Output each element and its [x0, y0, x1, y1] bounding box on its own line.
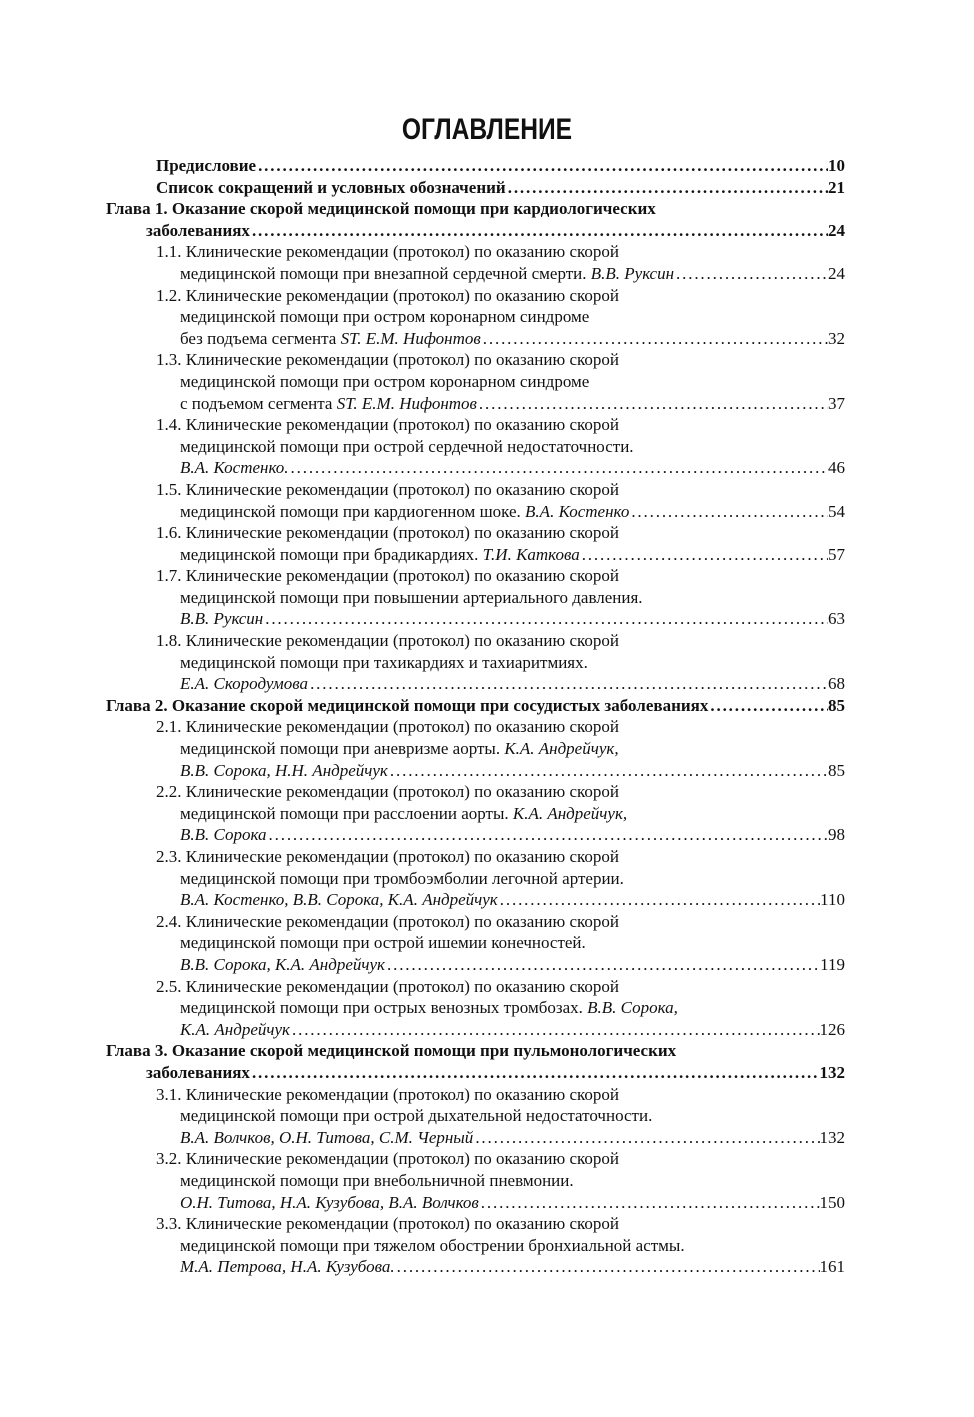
toc-line-text: 2.1. Клинические рекомендации (протокол) по оказанию скорой — [156, 717, 619, 737]
toc-line — [0, 306, 974, 328]
toc-line — [0, 803, 974, 825]
toc-entry[interactable] — [0, 911, 974, 976]
toc-line-text: 1.4. Клинические рекомендации (протокол) по оказанию скорой — [156, 415, 619, 435]
toc-leader-dots — [250, 220, 828, 242]
toc-entry-title: медицинской помощи при брадикардиях. — [180, 544, 483, 564]
toc-line-text: медицинской помощи при острой дыхательной недостаточности. — [180, 1106, 653, 1126]
toc-line-text: медицинской помощи при острой ишемии конечностей. — [180, 933, 586, 953]
toc-entry-title: Глава 2. Оказание скорой медицинской помощи при сосудистых заболеваниях — [106, 695, 709, 715]
toc-line — [0, 587, 974, 609]
toc-author: В.А. Костенко, В.В. Сорока, К.А. Андрейчук — [180, 890, 498, 910]
toc-line — [0, 781, 974, 803]
toc-line-text: медицинской помощи при острых венозных тромбозах. — [180, 998, 588, 1018]
toc-author: ST. Е.М. Нифонтов — [340, 328, 481, 348]
toc-line-text: медицинской помощи при тромбоэмболии легочной артерии. — [180, 868, 624, 888]
toc-author: В.В. Сорока, Н.Н. Андрейчук — [180, 760, 388, 780]
toc-line-text: 1.7. Клинические рекомендации (протокол) по оказанию скорой — [156, 566, 619, 586]
toc-entry-title: заболеваниях — [146, 1062, 250, 1082]
toc-page-number: 126 — [819, 1019, 845, 1039]
toc-entry-text — [180, 889, 498, 911]
toc-last-line — [0, 155, 845, 177]
toc-entry-text — [180, 328, 481, 350]
toc-last-line — [0, 544, 845, 566]
toc-leader-dots — [498, 889, 820, 911]
toc-author: М.А. Петрова, Н.А. Кузубова. — [180, 1257, 395, 1277]
toc-leader-dots — [308, 673, 828, 695]
toc-leader-dots — [479, 1192, 820, 1214]
toc-author: Е.А. Скородумова — [180, 674, 309, 694]
toc-line-text: медицинской помощи при аневризме аорты. — [180, 739, 505, 759]
toc-line — [0, 285, 974, 307]
toc-page-number: 10 — [828, 156, 845, 175]
toc-author: О.Н. Титова, Н.А. Кузубова, В.А. Волчков — [180, 1192, 479, 1212]
toc-line — [0, 868, 974, 890]
toc-line — [0, 371, 974, 393]
toc-last-line — [0, 1127, 845, 1149]
toc-last-line — [0, 263, 845, 285]
toc-line — [0, 738, 974, 760]
toc-line — [0, 349, 974, 371]
toc-author: В.А. Костенко. — [180, 458, 289, 478]
toc-entry-text — [180, 544, 580, 566]
toc-line — [0, 241, 974, 263]
toc-last-line — [0, 695, 845, 717]
toc-leader-dots — [506, 177, 828, 199]
toc-line-text: медицинской помощи при остром коронарном синдроме — [180, 371, 590, 391]
toc-entry-text — [180, 1256, 395, 1278]
toc-page-number: 161 — [819, 1257, 845, 1277]
toc-entry-title: медицинской помощи при внезапной сердечной смерти. — [180, 263, 591, 283]
toc-entry-text — [180, 608, 263, 630]
toc-author: В.В. Сорока, — [587, 998, 678, 1018]
toc-line — [0, 1170, 974, 1192]
toc-entry-text — [180, 1019, 290, 1041]
toc-line — [0, 1213, 974, 1235]
toc-page-number: 21 — [828, 177, 845, 197]
toc-page-number: 24 — [828, 220, 845, 240]
toc-last-line — [0, 760, 845, 782]
toc-author: В.А. Костенко — [525, 501, 630, 521]
toc-entry[interactable] — [0, 695, 974, 717]
toc-entry[interactable] — [0, 285, 974, 350]
toc-entry[interactable] — [0, 716, 974, 781]
toc-last-line — [0, 673, 845, 695]
toc-entry[interactable] — [0, 479, 974, 522]
toc-entry-text — [180, 457, 289, 479]
toc-author: ST. Е.М. Нифонтов — [336, 393, 477, 413]
toc-entry-title: Список сокращений и условных обозначений — [156, 177, 506, 197]
toc-line-text: 1.5. Клинические рекомендации (протокол) по оказанию скорой — [156, 479, 619, 499]
toc-line-text: медицинской помощи при тахикардиях и тахиаритмиях. — [180, 652, 588, 672]
toc-last-line — [0, 824, 845, 846]
toc-page-number: 85 — [828, 760, 845, 780]
toc-entry[interactable] — [0, 522, 974, 565]
toc-entry[interactable] — [0, 349, 974, 414]
toc-line-text: 1.1. Клинические рекомендации (протокол) по оказанию скорой — [156, 242, 619, 262]
toc-line-text: 2.5. Клинические рекомендации (протокол) по оказанию скорой — [156, 976, 619, 996]
toc-leader-dots — [250, 1062, 820, 1084]
toc-entry[interactable] — [0, 414, 974, 479]
toc-last-line — [0, 177, 845, 199]
toc-line-text: медицинской помощи при повышении артериального давления. — [180, 587, 643, 607]
toc-leader-dots — [263, 608, 828, 630]
toc-line — [0, 1040, 974, 1062]
toc-leader-dots — [580, 544, 828, 566]
toc-author: В.А. Волчков, О.Н. Титова, С.М. Черный — [180, 1127, 474, 1147]
toc-line-text: 1.3. Клинические рекомендации (протокол) по оказанию скорой — [156, 350, 619, 370]
toc-leader-dots — [629, 501, 828, 523]
toc-entry[interactable] — [0, 1148, 974, 1213]
toc-line-text: 1.2. Клинические рекомендации (протокол) по оказанию скорой — [156, 285, 619, 305]
toc-author: В.В. Сорока, К.А. Андрейчук — [180, 954, 385, 974]
toc-last-line — [0, 328, 845, 350]
toc-last-line — [0, 1019, 845, 1041]
toc-line — [0, 1148, 974, 1170]
toc-last-line — [0, 954, 845, 976]
toc-page-number: 57 — [828, 544, 845, 564]
toc-leader-dots — [256, 155, 828, 177]
toc-last-line — [0, 1062, 845, 1084]
toc-line — [0, 846, 974, 868]
toc-page-number: 110 — [820, 890, 845, 910]
toc-entry[interactable] — [0, 630, 974, 695]
toc-line — [0, 436, 974, 458]
toc-last-line — [0, 501, 845, 523]
toc-last-line — [0, 1256, 845, 1278]
toc-leader-dots — [267, 824, 828, 846]
toc-author: В.В. Руксин — [180, 609, 264, 629]
toc-entry[interactable] — [0, 155, 974, 177]
toc-entry-text — [180, 501, 629, 523]
toc-last-line — [0, 889, 845, 911]
toc-leader-dots — [481, 328, 828, 350]
toc-entry[interactable] — [0, 846, 974, 911]
toc-entry-text — [146, 220, 250, 242]
toc-last-line — [0, 457, 845, 479]
toc-entry-text — [180, 1127, 473, 1149]
toc-page-number: 32 — [828, 328, 845, 348]
toc-line-text: 3.2. Клинические рекомендации (протокол) по оказанию скорой — [156, 1149, 619, 1169]
toc-author: К.А. Андрейчук, — [512, 803, 628, 823]
toc-line — [0, 997, 974, 1019]
toc-entry[interactable] — [0, 1084, 974, 1149]
toc-author: К.А. Андрейчук — [180, 1019, 290, 1039]
toc-line-text: 2.2. Клинические рекомендации (протокол) по оказанию скорой — [156, 782, 619, 802]
toc-leader-dots — [708, 695, 828, 717]
toc-page-number: 37 — [828, 393, 845, 413]
toc-entry[interactable] — [0, 1213, 974, 1278]
toc-line — [0, 932, 974, 954]
toc-page-number: 132 — [819, 1062, 845, 1082]
toc-entry-text — [180, 824, 267, 846]
toc-entry-text — [180, 954, 385, 976]
toc-page-number: 132 — [819, 1127, 845, 1147]
toc-line-text: медицинской помощи при острой сердечной недостаточности. — [180, 436, 634, 456]
toc-page-number: 68 — [828, 674, 845, 694]
toc-page-number: 54 — [828, 501, 845, 521]
toc-line — [0, 479, 974, 501]
toc-entry[interactable] — [0, 198, 974, 241]
toc-entry-title: медицинской помощи при кардиогенном шоке. — [180, 501, 526, 521]
toc-entry-text — [180, 1192, 479, 1214]
toc-line — [0, 198, 974, 220]
toc-page-number: 46 — [828, 458, 845, 478]
toc-author: В.В. Сорока — [180, 825, 267, 845]
toc-entry-text — [146, 1062, 250, 1084]
toc-entry-text — [156, 155, 256, 177]
toc-leader-dots — [477, 393, 828, 415]
toc-line-text: 1.6. Клинические рекомендации (протокол) по оказанию скорой — [156, 523, 619, 543]
toc-line — [0, 630, 974, 652]
toc-leader-dots — [674, 263, 828, 285]
toc-line-text: медицинской помощи при внебольничной пневмонии. — [180, 1170, 574, 1190]
toc-leader-dots — [395, 1256, 820, 1278]
toc-last-line — [0, 220, 845, 242]
toc-entry[interactable] — [0, 976, 974, 1041]
toc-leader-dots — [290, 1019, 820, 1041]
page-title: ОГЛАВЛЕНИЕ — [401, 113, 573, 146]
toc-entry-title: Предисловие — [156, 156, 257, 175]
toc-page-number: 98 — [828, 825, 845, 845]
toc-entry-text — [180, 263, 674, 285]
toc-entry-title: заболеваниях — [146, 220, 250, 240]
toc-leader-dots — [388, 760, 828, 782]
toc-line — [0, 1105, 974, 1127]
toc-line — [0, 652, 974, 674]
toc-line — [0, 565, 974, 587]
toc-entry[interactable] — [0, 565, 974, 630]
toc-line-text: 3.3. Клинические рекомендации (протокол) по оказанию скорой — [156, 1214, 619, 1234]
toc-leader-dots — [385, 954, 820, 976]
toc-author: К.А. Андрейчук, — [504, 739, 619, 759]
toc-entry-text — [106, 695, 708, 717]
toc-leader-dots — [289, 457, 828, 479]
toc-line — [0, 414, 974, 436]
toc-line-text: медицинской помощи при остром коронарном синдроме — [180, 307, 590, 327]
toc-line-text: 1.8. Клинические рекомендации (протокол) по оказанию скорой — [156, 631, 619, 651]
toc-page-number: 85 — [828, 695, 845, 715]
toc-line-text: 2.3. Клинические рекомендации (протокол) по оказанию скорой — [156, 847, 619, 866]
toc-last-line — [0, 608, 845, 630]
toc-entry-text — [180, 393, 477, 415]
toc-line — [0, 1084, 974, 1106]
toc-page-number: 150 — [819, 1192, 845, 1212]
toc-line — [0, 911, 974, 933]
toc-entry-text — [180, 673, 308, 695]
toc-author: Т.И. Каткова — [482, 544, 580, 564]
toc-line-text: медицинской помощи при тяжелом обострении бронхиальной астмы. — [180, 1235, 685, 1255]
toc-last-line — [0, 1192, 845, 1214]
toc-entry-text — [156, 177, 506, 199]
toc-line — [0, 716, 974, 738]
toc-leader-dots — [473, 1127, 819, 1149]
toc-entry[interactable] — [0, 177, 974, 199]
toc-entry[interactable] — [0, 781, 974, 846]
toc-line-text: 2.4. Клинические рекомендации (протокол) по оказанию скорой — [156, 911, 619, 931]
toc-line — [0, 976, 974, 998]
toc-line — [0, 522, 974, 544]
toc-line-text: Глава 1. Оказание скорой медицинской помощи при кардиологических — [106, 199, 656, 219]
toc-page-number: 24 — [828, 263, 845, 283]
toc-entry-text — [180, 760, 388, 782]
toc-entry-title: с подъемом сегмента — [180, 393, 337, 413]
toc-entry-title: без подъема сегмента — [180, 328, 341, 348]
toc-page-number: 119 — [820, 954, 845, 974]
toc-line — [0, 1235, 974, 1257]
toc-line-text: медицинской помощи при расслоении аорты. — [180, 803, 513, 823]
toc-entry[interactable] — [0, 1040, 974, 1083]
toc-line-text: 3.1. Клинические рекомендации (протокол) по оказанию скорой — [156, 1084, 619, 1104]
toc-line-text: Глава 3. Оказание скорой медицинской помощи при пульмонологических — [106, 1041, 677, 1061]
toc-author: В.В. Руксин — [590, 263, 675, 283]
toc-page-number: 63 — [828, 609, 845, 629]
toc-entry[interactable] — [0, 241, 974, 284]
toc-last-line — [0, 393, 845, 415]
table-of-contents — [0, 155, 974, 1278]
